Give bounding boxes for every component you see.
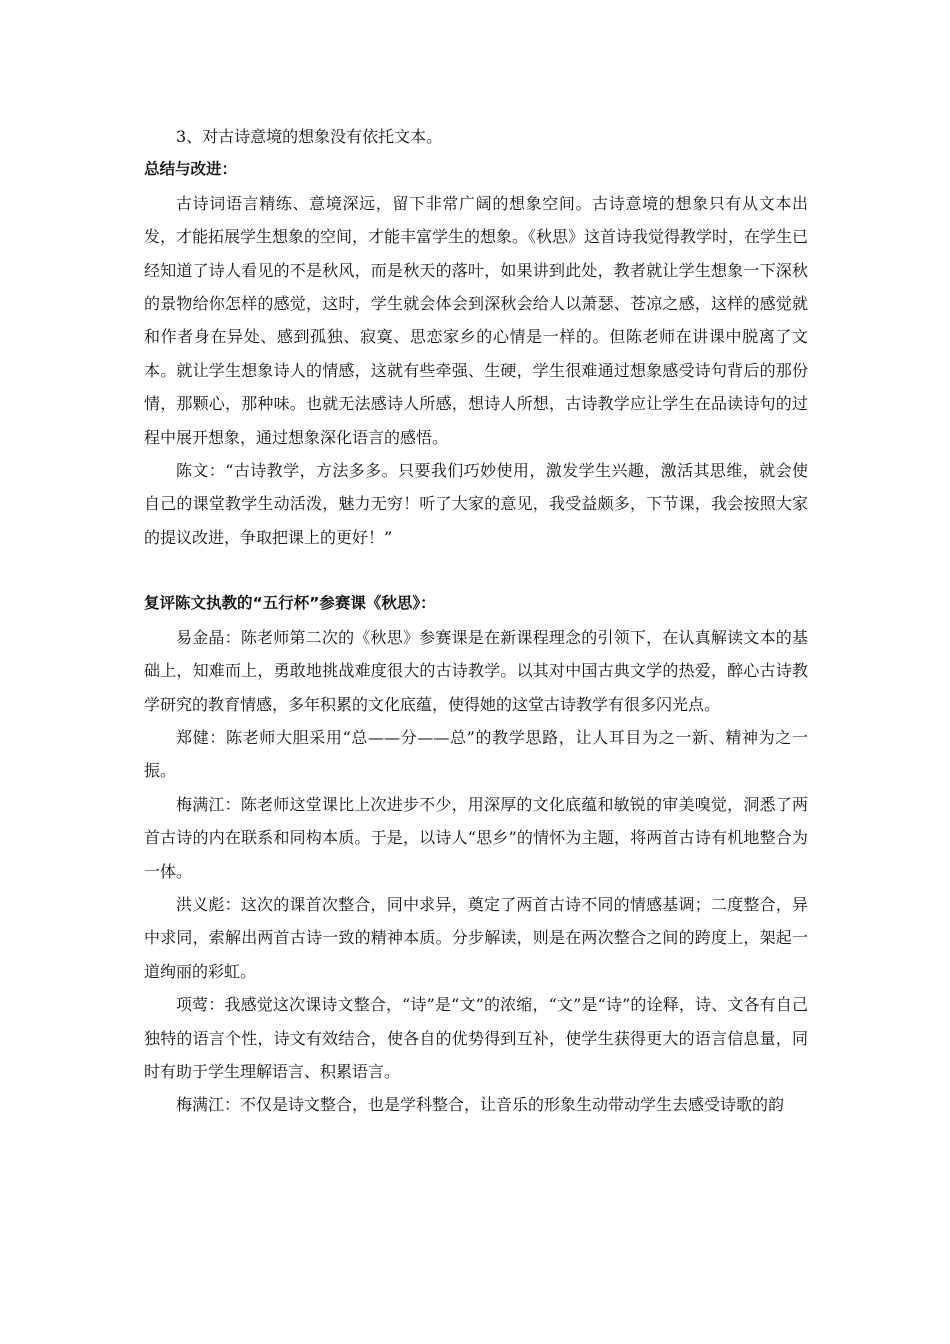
comment-paragraph: 易金晶：陈老师第二次的《秋思》参赛课是在新课程理念的引领下，在认真解读文本的基础上，知难而上，勇敢地挑战难度很大的古诗教学。以其对中国古典文学的热爱，醉心古诗教学研究的教育情感，多年积累的文化底蕴，使得她的这堂古诗教学有很多闪光点。 — [144, 627, 808, 714]
comment-paragraph: 梅满江：陈老师这堂课比上次进步不少，用深厚的文化底蕴和敏锐的审美嗅觉，洞悉了两首古诗的内在联系和同构本质。于是，以诗人“思乡”的情怀为主题，将两首古诗有机地整合为一体。 — [144, 794, 808, 881]
comment-paragraph: 洪义彪：这次的课首次整合，同中求异，奠定了两首古诗不同的情感基调；二度整合，异中求同，索解出两首古诗一致的精神本质。分步解读，则是在两次整合之间的跨度上，架起一道绚丽的彩虹。 — [144, 894, 808, 981]
chen-wen-response-paragraph: 陈文：“古诗教学，方法多多。只要我们巧妙使用，激发学生兴趣，激活其思维，就会使自己的课堂教学生动活泼，魅力无穷！听了大家的意见，我受益颇多，下节课，我会按照大家的提议改进，争取把课上的更好！” — [144, 461, 808, 547]
comment-paragraph: 项莺：我感觉这次课诗文整合，“诗”是“文”的浓缩，“文”是“诗”的诠释，诗、文各有自己独特的语言个性，诗文有效结合，使各自的优势得到互补，使学生获得更大的语言信息量，同时有助于学生理解语言、积累语言。 — [144, 995, 808, 1081]
section-heading-summary: 总结与改进： — [144, 160, 238, 179]
list-item-3: 3、对古诗意境的想象没有依托文本。 — [176, 127, 443, 146]
section-heading-review: 复评陈文执教的“五行杯”参赛课《秋思》： — [144, 594, 436, 613]
section-spacer — [144, 554, 808, 587]
comment-paragraph: 郑健：陈老师大胆采用“总——分——总”的教学思路，让人耳目为之一新、精神为之一振。 — [144, 727, 808, 781]
summary-paragraph: 古诗词语言精练、意境深远，留下非常广阔的想象空间。古诗意境的想象只有从文本出发，才能拓展学生想象的空间，才能丰富学生的想象。《秋思》这首诗我觉得教学时，在学生已经知道了诗人看见的不是秋风，而是秋天的落叶，如果讲到此处，教者就让学生想象一下深秋的景物给你怎样的感觉，这时，学生就会体会到深秋会给人以萧瑟、苍凉之感，这样的感觉就和作者身在异处、感到孤独、寂寞、思恋家乡的心情是一样的。但陈老师在讲课中脱离了文本。就让学生想象诗人的情感，这就有些牵强、生硬，学生很难通过想象感受诗句背后的那份情，那颗心，那种味。也就无法感诗人所感，想诗人所想，古诗教学应让学生在品读诗句的过程中展开想象，通过想象深化语言的感悟。 — [144, 193, 809, 447]
comment-paragraph: 梅满江：不仅是诗文整合，也是学科整合，让音乐的形象生动带动学生去感受诗歌的韵 — [176, 1095, 785, 1115]
document-body — [144, 120, 808, 1122]
